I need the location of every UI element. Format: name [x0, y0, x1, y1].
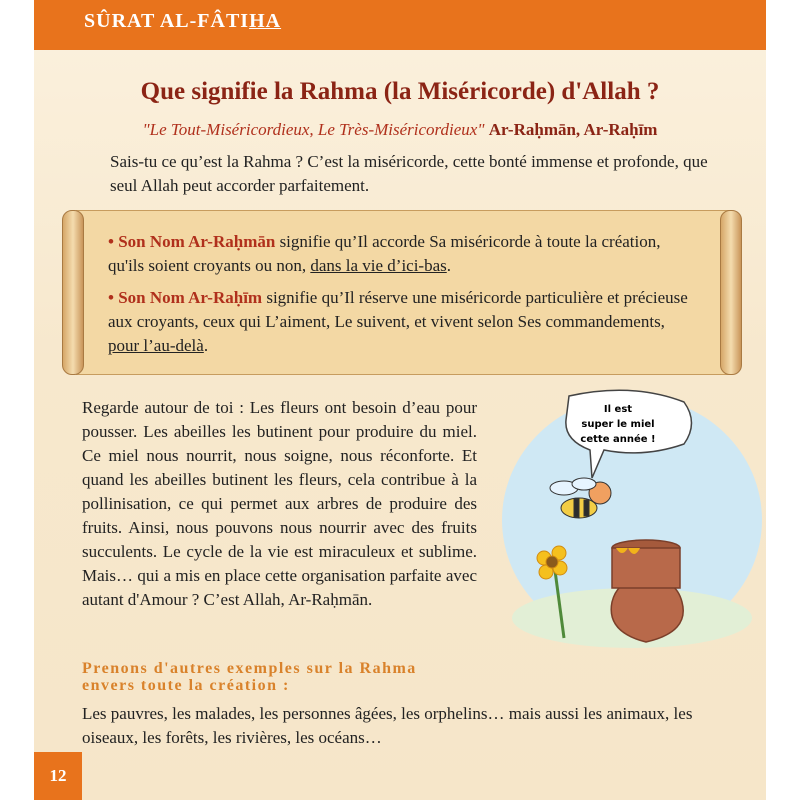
scroll-rod-left	[62, 210, 84, 375]
examples-heading: Prenons d'autres exemples sur la Rahma envers toute la création :	[82, 660, 417, 694]
body-paragraph: Regarde autour de toi : Les fleurs ont besoin d’eau pour pousser. Les abeilles les butinent pour produire du miel. Ce miel nous nourrit, nous soigne, nous réconforte. Et quand les abeilles butinent les fleurs, cela contribue à la pollinisation, ce qui permet aux arbres de produire des fruits. Ainsi, nous pouvons nous nourrir avec des fruits succulents. Le cycle de la vie est miraculeux et sublime. Mais… qui a mis en place cette organisation parfaite avec autant d'Amour ? C’est Allah, Ar-Raḥmān.	[82, 398, 477, 609]
scroll-item-rahman: • Son Nom Ar-Raḥmān signifie qu’Il accorde Sa miséricorde à toute la création, qu'ils soient croyants ou non, dans la vie d’ici-bas.	[108, 232, 661, 275]
flower	[537, 546, 567, 579]
subtitle-quote: "Le Tout-Miséricordieux, Le Très-Miséricordieux"	[142, 120, 485, 139]
scroll-rod-right	[720, 210, 742, 375]
page-number: 12	[34, 752, 82, 800]
examples-paragraph: Les pauvres, les malades, les personnes âgées, les orphelins… mais aussi les animaux, les oiseaux, les forêts, les rivières, les océans…	[82, 704, 693, 747]
scroll-item-rahim: • Son Nom Ar-Raḥīm signifie qu’Il réserve une miséricorde particulière et précieuse aux croyants, ceux qui L’aiment, Le suivent, et vivent selon Ses commandements, pour l’au-delà.	[108, 288, 688, 355]
subtitle	[34, 120, 766, 140]
page-title: Que signifie la Rahma (la Miséricorde) d'Allah ?	[140, 78, 660, 105]
intro-paragraph: Sais-tu ce qu’est la Rahma ? C’est la miséricorde, cette bonté immense et profonde, que seul Allah peut accorder parfaitement.	[110, 152, 708, 195]
subtitle-names: Ar-Raḥmān, Ar-Raḥīm	[488, 120, 658, 139]
pot-neck	[612, 548, 680, 588]
speech-bubble-text: Il est super le miel cette année !	[580, 404, 656, 445]
chapter-title: SÛRAT AL-FÂTIHA	[84, 10, 282, 32]
